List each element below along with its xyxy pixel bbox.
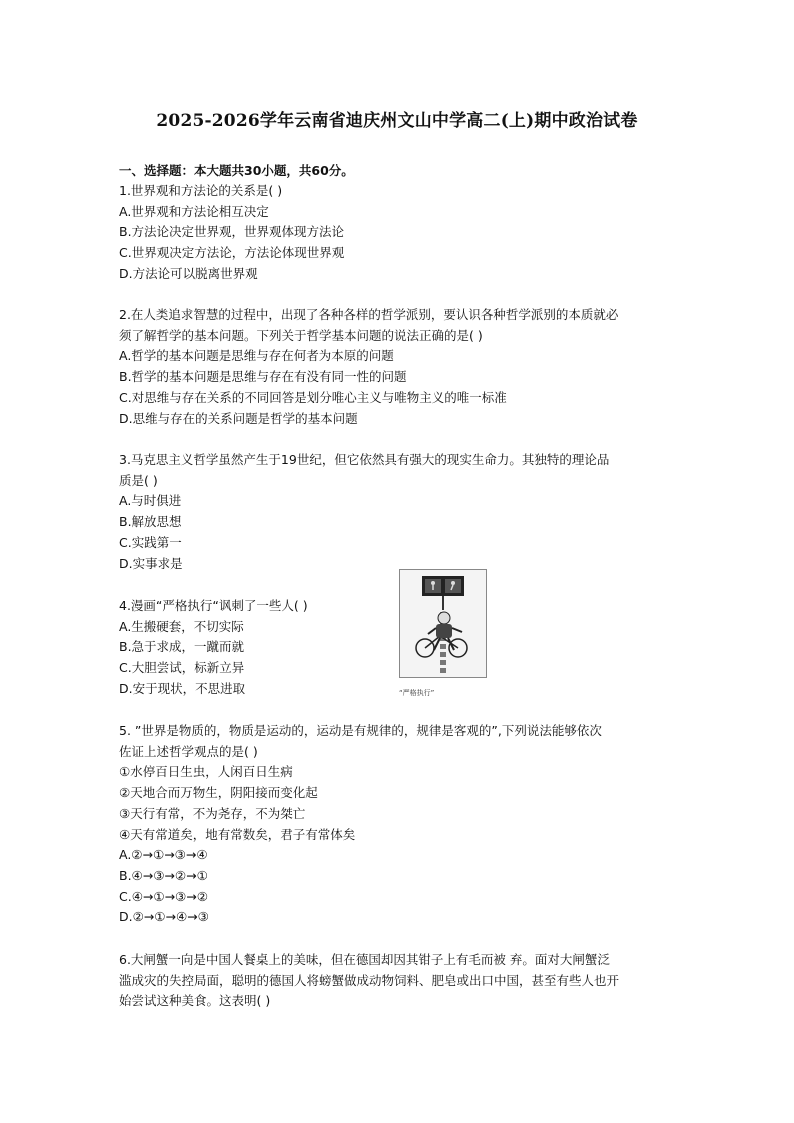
- question-1: [119, 181, 679, 285]
- option-a[interactable]: A.与时俱进: [119, 493, 182, 509]
- statement-2: ②天地合而万物生，阴阳接而变化起: [119, 785, 318, 801]
- question-5: [119, 721, 679, 928]
- statement-3: ③天行有常，不为尧存，不为桀亡: [119, 805, 306, 821]
- question-stem: 3.马克思主义哲学虽然产生于19世纪，但它依然具有强大的现实生命力。其独特的理论品: [119, 452, 610, 467]
- option-a[interactable]: A.生搬硬套，不切实际: [119, 618, 244, 634]
- question-stem: 2.在人类追求智慧的过程中，出现了各种各样的哲学派别，要认识各种哲学派别的本质就必: [119, 307, 619, 322]
- question-4: [119, 596, 389, 700]
- option-d[interactable]: D.②→①→④→③: [119, 909, 209, 925]
- question-3: [119, 450, 679, 574]
- option-c[interactable]: C.实践第一: [119, 534, 182, 550]
- cartoon-illustration: [400, 570, 486, 677]
- option-b[interactable]: B.④→③→②→①: [119, 867, 208, 883]
- option-b[interactable]: B.急于求成，一蹴而就: [119, 639, 245, 655]
- option-a[interactable]: A.哲学的基本问题是思维与存在何者为本原的问题: [119, 348, 394, 364]
- statement-1: ①水停百日生虫，人闲百日生病: [119, 764, 293, 780]
- option-a[interactable]: A.②→①→③→④: [119, 847, 208, 863]
- question-stem: 始尝试这种美食。这表明( ): [119, 993, 271, 1009]
- option-a[interactable]: A.世界观和方法论相互决定: [119, 203, 269, 219]
- question-stem: 6.大闸蟹一向是中国人餐桌上的美味，但在德国却因其钳子上有毛而被 弃。面对大闸蟹泛: [119, 952, 610, 967]
- cartoon-image: [399, 569, 487, 678]
- figure-caption: “严格执行”: [399, 689, 435, 697]
- question-6: [119, 950, 679, 1012]
- question-2: [119, 305, 679, 429]
- option-c[interactable]: C.对思维与存在关系的不同回答是划分唯心主义与唯物主义的唯一标准: [119, 389, 507, 405]
- page-title: 2025-2026学年云南省迪庆州文山中学高二(上)期中政治试卷: [156, 111, 638, 131]
- option-d[interactable]: D.安于现状，不思进取: [119, 680, 246, 696]
- option-b[interactable]: B.方法论决定世界观，世界观体现方法论: [119, 224, 345, 240]
- question-stem: 质是( ): [119, 472, 158, 488]
- option-d[interactable]: D.实事求是: [119, 555, 183, 571]
- question-stem: 佐证上述哲学观点的是( ): [119, 743, 258, 759]
- question-stem: 1.世界观和方法论的关系是( ): [119, 183, 283, 198]
- option-b[interactable]: B.解放思想: [119, 514, 182, 530]
- question-stem: 4.漫画“严格执行“讽刺了一些人( ): [119, 598, 308, 613]
- option-c[interactable]: C.世界观决定方法论，方法论体现世界观: [119, 245, 345, 261]
- option-d[interactable]: D.方法论可以脱离世界观: [119, 265, 258, 281]
- section-header: 一、选择题：本大题共30小题，共60分。: [119, 163, 354, 178]
- option-c[interactable]: C.④→①→③→②: [119, 888, 208, 904]
- option-b[interactable]: B.哲学的基本问题是思维与存在有没有同一性的问题: [119, 369, 407, 385]
- option-c[interactable]: C.大胆尝试，标新立异: [119, 660, 245, 676]
- question-stem: 须了解哲学的基本问题。下列关于哲学基本问题的说法正确的是( ): [119, 327, 483, 343]
- question-stem: 滥成灾的失控局面，聪明的德国人将螃蟹做成动物饲料、肥皂或出口中国，甚至有些人也开: [119, 972, 620, 988]
- question-stem: 5. ”世界是物质的，物质是运动的，运动是有规律的，规律是客观的”,下列说法能够依次: [119, 723, 602, 738]
- option-d[interactable]: D.思维与存在的关系问题是哲学的基本问题: [119, 410, 358, 426]
- statement-4: ④天有常道矣，地有常数矣，君子有常体矣: [119, 826, 356, 842]
